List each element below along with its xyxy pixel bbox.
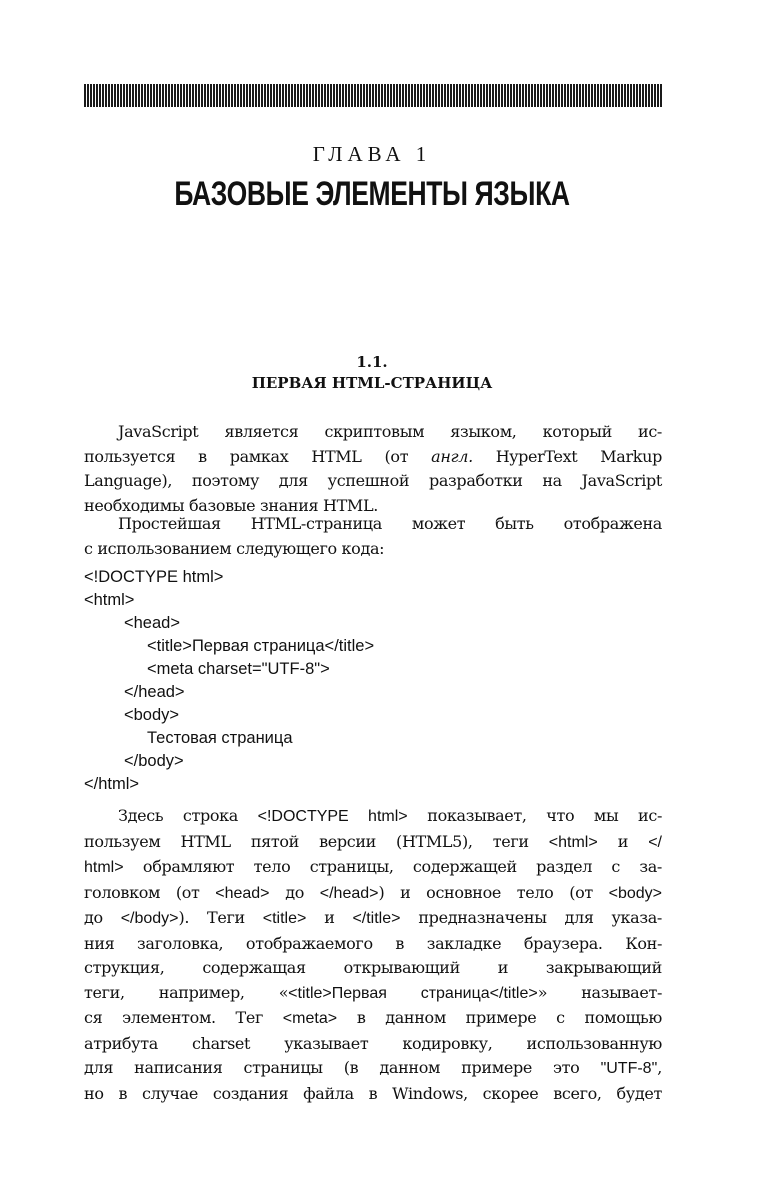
text-fragment: ся элементом. Тег: [84, 1008, 283, 1027]
text-line: [84, 981, 662, 1007]
text-fragment: ). Теги: [178, 908, 263, 927]
code-line: <body>: [124, 706, 180, 724]
text-fragment: » называет-: [537, 982, 663, 1002]
text-line: атрибута charset указывает кодировку, использованную: [84, 1033, 662, 1053]
text-fragment: показывает, что мы ис-: [407, 806, 663, 825]
inline-code: <title>Первая страница</title>: [288, 984, 538, 1002]
code-line: Тестовая страница: [147, 729, 293, 747]
text-fragment: ,: [657, 1058, 662, 1077]
text-fragment: HyperText Markup: [472, 446, 662, 466]
text-fragment: в данном примере с помощью: [337, 1008, 662, 1027]
inline-code: </: [648, 833, 662, 851]
code-line: <html>: [84, 591, 135, 609]
text-fragment: головком (от: [84, 882, 216, 902]
intro-paragraph: [84, 420, 662, 518]
text-line: JavaScript является скриптовым языком, который ис-: [118, 422, 662, 441]
code-line: <title>Первая страница</title>: [147, 637, 375, 655]
intro-paragraph-2: [84, 512, 662, 561]
text-fragment: до: [269, 882, 320, 902]
code-line: </html>: [84, 775, 140, 793]
text-fragment: до: [84, 908, 121, 927]
code-line: </head>: [124, 683, 185, 701]
text-fragment: пользуем HTML пятой версии (HTML5), теги: [84, 831, 549, 851]
text-line: необходимы базовые знания HTML.: [84, 495, 378, 515]
text-line: но в случае создания файла в Windows, скорее всего, будет: [84, 1083, 662, 1103]
inline-code: html>: [84, 859, 124, 876]
code-line: <meta charset="UTF-8">: [147, 660, 330, 678]
code-line: <head>: [124, 614, 180, 632]
text-fragment: Здесь строка: [118, 806, 258, 825]
text-line: [84, 804, 662, 830]
text-line: [84, 855, 662, 881]
inline-code: <html>: [548, 833, 598, 851]
inline-code: </title>: [352, 910, 401, 927]
text-line: Language), поэтому для успешной разработки на JavaScript: [84, 471, 662, 490]
text-fragment: ) и основное тело (от: [378, 882, 609, 902]
text-fragment: пользуется в рамках HTML (от: [84, 446, 432, 466]
inline-code: </head>: [319, 884, 379, 902]
italic-text: англ.: [431, 446, 473, 466]
chapter-title: БАЗОВЫЕ ЭЛЕМЕНТЫ ЯЗЫКА: [174, 175, 570, 213]
text-line: с использованием следующего кода:: [84, 538, 385, 558]
section-number: 1.1.: [356, 353, 388, 371]
text-line: [84, 445, 662, 470]
inline-code: "UTF-8": [600, 1060, 658, 1077]
chapter-header-rule: [84, 84, 663, 107]
text-line: [84, 830, 662, 856]
text-line: [84, 906, 662, 932]
inline-code: </body>: [120, 910, 179, 927]
code-listing: [84, 566, 662, 796]
inline-code: <body>: [608, 884, 662, 902]
text-line: ния заголовка, отображаемого в закладке браузера. Кон-: [84, 933, 662, 953]
text-fragment: и: [597, 831, 649, 851]
text-fragment: теги, например, «: [84, 982, 289, 1002]
text-fragment: и: [306, 908, 353, 927]
section-title: ПЕРВАЯ HTML-СТРАНИЦА: [251, 374, 493, 392]
explanation-paragraph: [84, 804, 662, 1106]
inline-code: <head>: [215, 884, 270, 902]
inline-code: <!DOCTYPE html>: [257, 808, 408, 825]
inline-code: <title>: [262, 910, 307, 927]
text-line: [84, 1006, 662, 1032]
text-fragment: для написания страницы (в данном примере это: [84, 1058, 601, 1077]
text-fragment: предназначены для указа-: [400, 908, 662, 927]
chapter-label: ГЛАВА 1: [312, 142, 432, 166]
inline-code: <meta>: [282, 1010, 338, 1027]
code-line: </body>: [124, 752, 184, 770]
text-line: [84, 881, 662, 907]
text-fragment: обрамляют тело страницы, содержащей раздел с за-: [123, 857, 662, 876]
code-line: <!DOCTYPE html>: [84, 568, 224, 586]
text-line: струкция, содержащая открывающий и закрывающий: [84, 958, 662, 977]
text-line: [84, 1056, 662, 1082]
text-line: Простейшая HTML-страница может быть отображена: [118, 514, 662, 533]
